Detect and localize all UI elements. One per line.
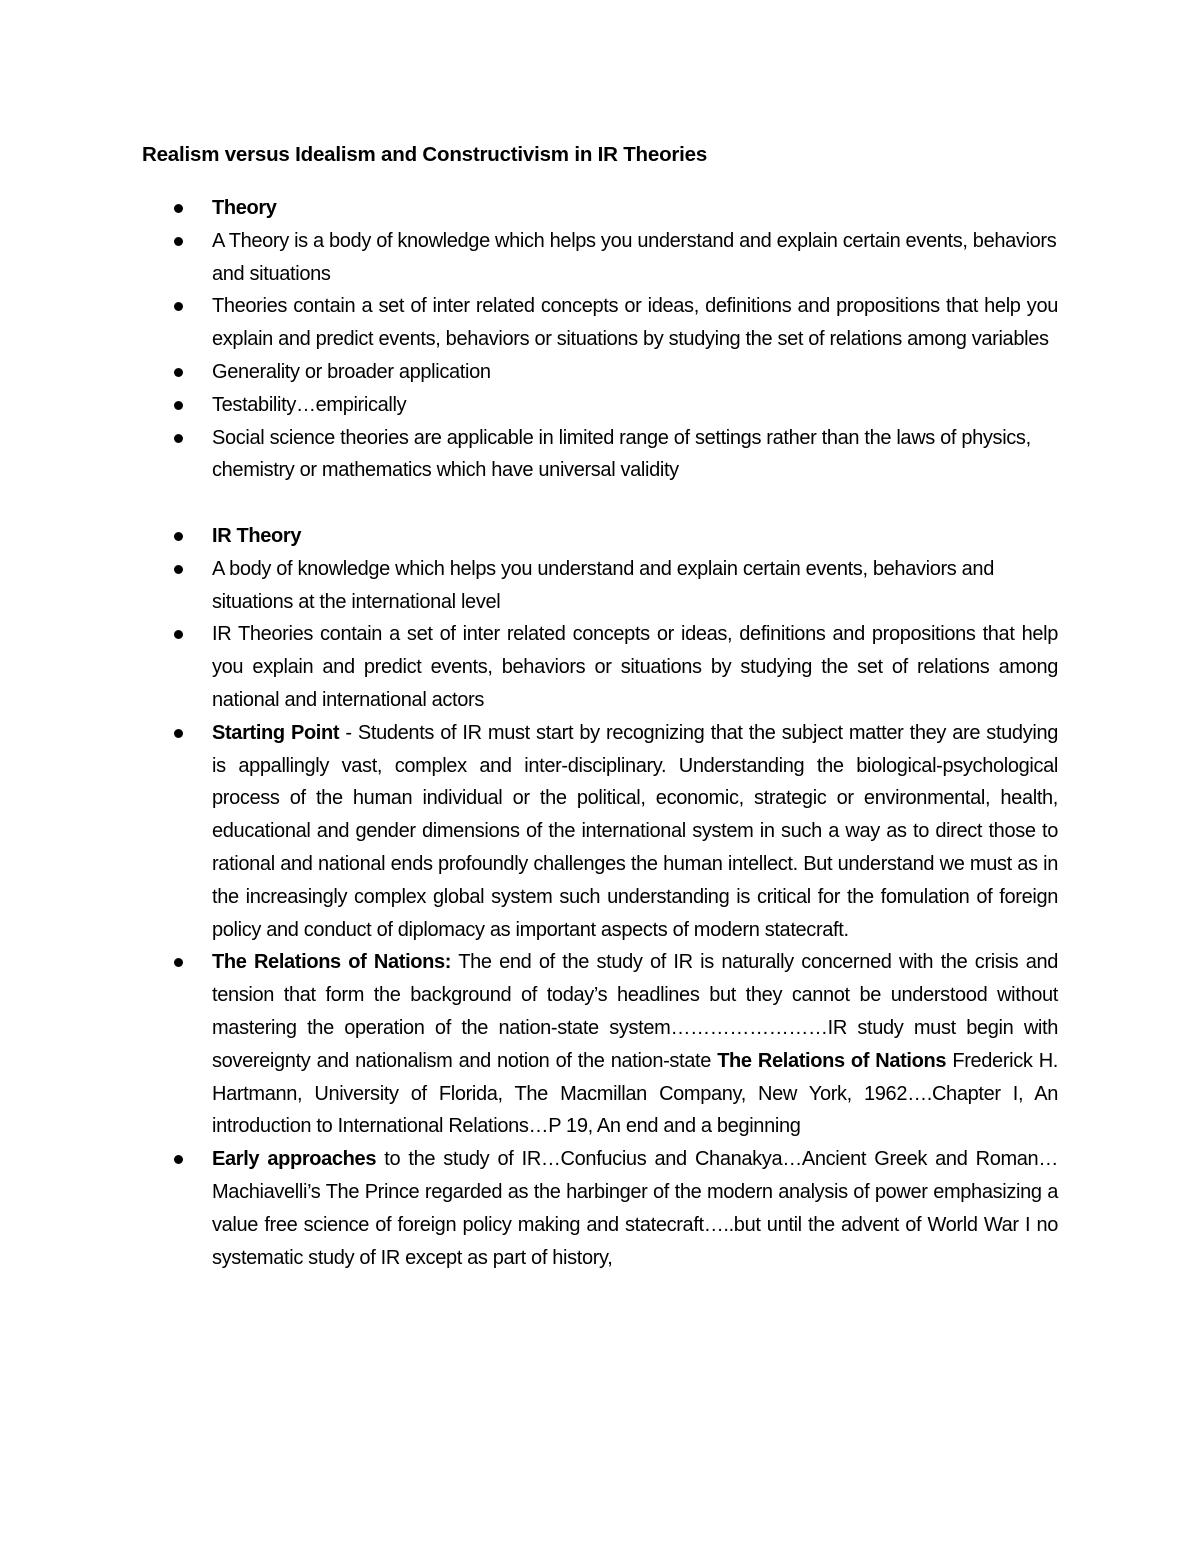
bullet-icon	[174, 565, 183, 574]
list-item	[0, 356, 1200, 389]
section-heading-ir-theory: IR Theory	[212, 524, 302, 547]
bullet-icon	[174, 302, 183, 311]
list-item	[0, 290, 1200, 356]
list-item-text: Generality or broader application	[212, 360, 491, 383]
bullet-list	[0, 192, 1200, 1274]
list-item-text: Testability…empirically	[212, 393, 407, 416]
bullet-icon	[174, 630, 183, 639]
list-item	[0, 192, 1200, 225]
list-item	[0, 553, 1200, 619]
bullet-icon	[174, 237, 183, 246]
list-item	[0, 389, 1200, 422]
bullet-icon	[174, 434, 183, 443]
early-approaches-text: to the study of IR…Confucius and Chanakya…Ancient Greek and Roman…Machiavelli’s The Prince regarded as the harbinger of the modern analysis of power emphasizing a value free science of foreign policy making and statecraft…..but until the advent of World War I no systematic study of IR except as part of history,	[212, 1148, 1058, 1269]
starting-point-label: Starting Point	[212, 721, 340, 744]
bullet-icon	[174, 729, 183, 738]
list-item	[0, 618, 1200, 716]
list-item-text: Social science theories are applicable in limited range of settings rather than the laws of physics, chemistry or mathematics which have universal validity	[212, 426, 1031, 482]
early-approaches-label: Early approaches	[212, 1148, 377, 1171]
bullet-icon	[174, 401, 183, 410]
list-item-text: A body of knowledge which helps you understand and explain certain events, behaviors and situations at the international level	[212, 557, 994, 613]
book-citation: Frederick H. Hartmann, University of Florida, The Macmillan Company, New York, 1962….Chapter I, An introduction to International Relations…P 19, An end and a beginning	[212, 1049, 1058, 1138]
list-item	[0, 520, 1200, 553]
list-item	[0, 225, 1200, 291]
list-item-text: A Theory is a body of knowledge which helps you understand and explain certain events, behaviors and situations	[212, 229, 1057, 285]
list-item	[0, 422, 1200, 488]
list-item	[0, 946, 1200, 1143]
blank-line	[0, 487, 1200, 520]
section-heading-theory: Theory	[212, 197, 277, 219]
bullet-icon	[174, 204, 183, 213]
starting-point-text: - Students of IR must start by recognizing that the subject matter they are studying is appallingly vast, complex and inter-disciplinary. Understanding the biological-psychological process of the human individual or the political, economic, strategic or environmental, health, educational and gender dimensions of the international system in such a way as to direct those to rational and national ends profoundly challenges the human intellect. But understand we must as in the increasingly complex global system such understanding is critical for the fomulation of foreign policy and conduct of diplomacy as important aspects of modern statecraft.	[212, 721, 1058, 941]
list-item-text: IR Theories contain a set of inter related concepts or ideas, definitions and propositions that help you explain and predict events, behaviors or situations by studying the set of relations among national and international actors	[212, 623, 1058, 711]
book-title: The Relations of Nations	[717, 1049, 947, 1072]
list-item	[0, 1143, 1200, 1274]
bullet-icon	[174, 368, 183, 377]
list-item	[0, 717, 1200, 947]
bullet-icon	[174, 532, 183, 541]
bullet-icon	[174, 1155, 183, 1164]
relations-text: The end of the study of IR is naturally concerned with the crisis and tension that form the background of today’s headlines but they cannot be understood without mastering the operation of the nation-state system……………………IR study must begin with sovereignty and nationalism and notion of the nation-state	[212, 951, 1059, 1072]
relations-label: The Relations of Nations:	[212, 951, 452, 974]
document-title: Realism versus Idealism and Constructivism in IR Theories	[142, 143, 708, 166]
bullet-icon	[174, 958, 183, 967]
list-item-text: Theories contain a set of inter related concepts or ideas, definitions and propositions that help you explain and predict events, behaviors or situations by studying the set of relations among variables	[212, 295, 1058, 351]
